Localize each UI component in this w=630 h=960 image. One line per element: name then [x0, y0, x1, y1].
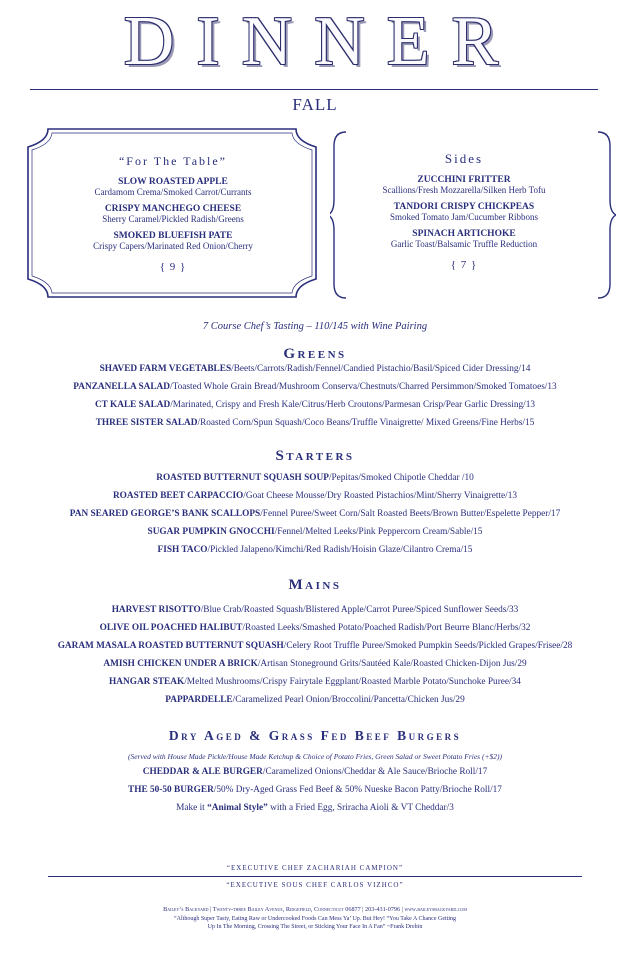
- menu-item-desc: /50% Dry-Aged Grass Fed Beef & 50% Nueske Bacon Patty/Brioche Roll/17: [213, 785, 502, 795]
- for-the-table-price: { 9 }: [159, 261, 187, 273]
- greens-heading: Greens: [283, 346, 347, 362]
- menu-item: [0, 605, 630, 615]
- menu-item: [0, 527, 630, 537]
- menu-item-desc: /Blue Crab/Roasted Squash/Blistered Apple/Carrot Puree/Spiced Sunflower Seeds/33: [200, 605, 519, 615]
- menu-item: [0, 418, 630, 428]
- menu-item-name: HARVEST RISOTTO: [111, 605, 201, 615]
- table-item-name: SMOKED BLUEFISH PATE: [113, 231, 233, 241]
- menu-item: [0, 491, 630, 501]
- footer-quote-line-2: Up In The Morning, Crossing The Street, or Sticking Your Face In A Fan” ~Frank Drebin: [207, 924, 423, 930]
- menu-item-name: CT KALE SALAD: [94, 400, 171, 410]
- menu-item-desc: /Marinated, Crispy and Fresh Kale/Citrus/Herb Croutons/Parmesan Crisp/Pear Garlic Dressing/13: [170, 400, 536, 410]
- menu-item: [0, 695, 630, 705]
- menu-item-desc: /Artisan Stoneground Grits/Sautéed Kale/Roasted Chicken-Dijon Jus/29: [257, 659, 527, 669]
- menu-item-desc: /Pepitas/Smoked Chipotle Cheddar /10: [328, 473, 474, 483]
- sides-price: { 7 }: [450, 259, 478, 271]
- season-label: FALL: [292, 95, 338, 114]
- menu-item-desc: /Pickled Jalapeno/Kimchi/Red Radish/Hoisin Glaze/Cilantro Crema/15: [207, 545, 473, 555]
- menu-item-name: SHAVED FARM VEGETABLES: [99, 364, 232, 374]
- menu-item-desc: /Caramelized Pearl Onion/Broccolini/Pancetta/Chicken Jus/29: [232, 695, 465, 705]
- menu-item-desc: /Goat Cheese Mousse/Dry Roasted Pistachios/Mint/Sherry Vinaigrette/13: [243, 491, 518, 501]
- menu-item-name: FISH TACO: [157, 545, 208, 555]
- menu-item-name: THE 50-50 BURGER: [128, 785, 214, 795]
- header-divider: [30, 89, 598, 90]
- for-the-table-title: “For The Table”: [118, 154, 228, 168]
- restaurant-address: Bailey’s Backyard | Twenty-three Bailey Avenue, Ridgefield, Connecticut 06877 | 203-431-0796 | www.baileysbackyard.com: [163, 906, 467, 913]
- side-item-desc: Smoked Tomato Jam/Cucumber Ribbons: [390, 212, 538, 222]
- table-item-desc: Crispy Capers/Marinated Red Onion/Cherry: [93, 241, 253, 251]
- side-item-name: ZUCCHINI FRITTER: [417, 175, 511, 185]
- menu-item: [0, 382, 630, 392]
- animal-style-name: “Animal Style”: [207, 803, 268, 813]
- footer-divider: [48, 876, 582, 877]
- menu-item-name: HANGAR STEAK: [109, 677, 185, 687]
- menu-item-desc: /Beets/Carrots/Radish/Fennel/Candied Pistachio/Basil/Spiced Cider Dressing/14: [231, 364, 531, 374]
- menu-item-name: PAPPARDELLE: [165, 695, 233, 705]
- menu-item: [0, 767, 630, 777]
- menu-item: [0, 400, 630, 410]
- side-item-name: SPINACH ARTICHOKE: [412, 229, 516, 239]
- table-item-name: CRISPY MANCHEGO CHEESE: [104, 204, 242, 214]
- menu-item-desc: /Roasted Corn/Spun Squash/Coco Beans/Truffle Vinaigrette/ Mixed Greens/Fine Herbs/15: [197, 418, 535, 428]
- table-item-desc: Sherry Caramel/Pickled Radish/Greens: [102, 214, 244, 224]
- animal-style-prefix: Make it: [176, 803, 208, 813]
- burgers-note: (Served with House Made Pickle/House Made Ketchup & Choice of Potato Fries, Green Salad or Sweet Potato Fries (+$2)): [127, 752, 503, 761]
- menu-item-name: AMISH CHICKEN UNDER A BRICK: [103, 659, 258, 669]
- menu-item: [0, 364, 630, 374]
- menu-item-name: PAN SEARED GEORGE’S BANK SCALLOPS: [69, 509, 261, 519]
- menu-item-name: SUGAR PUMPKIN GNOCCHI: [147, 527, 275, 537]
- table-item-desc: Cardamom Crema/Smoked Carrot/Currants: [94, 187, 252, 197]
- table-item-name: SLOW ROASTED APPLE: [118, 177, 228, 187]
- burgers-heading: Dry Aged & Grass Fed Beef Burgers: [168, 728, 462, 743]
- menu-item: [0, 545, 630, 555]
- menu-item-desc: /Melted Mushrooms/Crispy Fairytale Eggplant/Roasted Marble Potato/Sunchoke Puree/34: [184, 677, 521, 687]
- menu-item-name: CHEDDAR & ALE BURGER: [142, 767, 263, 777]
- menu-item-name: PANZANELLA SALAD: [73, 382, 170, 392]
- menu-item: [0, 659, 630, 669]
- menu-item: [0, 473, 630, 483]
- side-item-name: TANDORI CRISPY CHICKPEAS: [393, 202, 535, 212]
- menu-title: DINNER: [123, 3, 521, 80]
- sides-title: Sides: [444, 151, 484, 166]
- menu-item-name: ROASTED BEET CARPACCIO: [112, 491, 244, 501]
- side-item-desc: Scallions/Fresh Mozzarella/Silken Herb Tofu: [382, 185, 546, 195]
- starters-heading: Starters: [275, 448, 355, 464]
- menu-item-desc: /Celery Root Truffle Puree/Smoked Pumpkin Seeds/Pickled Grapes/Frisee/28: [283, 641, 573, 651]
- animal-style-option: [0, 803, 630, 813]
- executive-chef: “EXECUTIVE CHEF ZACHARIAH CAMPION”: [226, 864, 404, 872]
- menu-item-name: GARAM MASALA ROASTED BUTTERNUT SQUASH: [57, 641, 284, 651]
- menu-item: [0, 677, 630, 687]
- menu-item: [0, 785, 630, 795]
- footer-quote-line-1: “Although Super Tasty, Eating Raw or Undercooked Foods Can Mess Ya’ Up. But Hey! “You Take A Chance Getting: [174, 916, 456, 922]
- for-the-table-panel: [66, 154, 280, 273]
- menu-item-desc: /Caramelized Onions/Cheddar & Ale Sauce/Brioche Roll/17: [262, 767, 488, 777]
- menu-item-name: THREE SISTER SALAD: [95, 418, 198, 428]
- menu-item-desc: /Toasted Whole Grain Bread/Mushroom Conserva/Chestnuts/Charred Persimmon/Smoked Tomatoes/13: [169, 382, 557, 392]
- menu-item-desc: /Fennel Puree/Sweet Corn/Salt Roasted Beets/Brown Butter/Espelette Pepper/17: [260, 509, 561, 519]
- side-item-desc: Garlic Toast/Balsamic Truffle Reduction: [390, 239, 538, 249]
- mains-heading: Mains: [288, 577, 342, 593]
- sides-panel: [356, 151, 572, 271]
- executive-sous-chef: “EXECUTIVE SOUS CHEF CARLOS VIZHCO”: [226, 881, 404, 889]
- animal-style-desc: with a Fried Egg, Sriracha Aioli & VT Cheddar/3: [267, 803, 454, 813]
- menu-item-name: ROASTED BUTTERNUT SQUASH SOUP: [156, 473, 329, 483]
- menu-item: [0, 641, 630, 651]
- menu-item-name: OLIVE OIL POACHED HALIBUT: [99, 623, 243, 633]
- menu-item: [0, 623, 630, 633]
- menu-item: [0, 509, 630, 519]
- menu-item-desc: /Roasted Leeks/Smashed Potato/Poached Radish/Port Beurre Blanc/Herbs/32: [242, 623, 531, 633]
- tasting-menu-note: 7 Course Chef’s Tasting – 110/145 with Wine Pairing: [202, 321, 428, 332]
- menu-item-desc: /Fennel/Melted Leeks/Pink Peppercorn Cream/Sable/15: [274, 527, 483, 537]
